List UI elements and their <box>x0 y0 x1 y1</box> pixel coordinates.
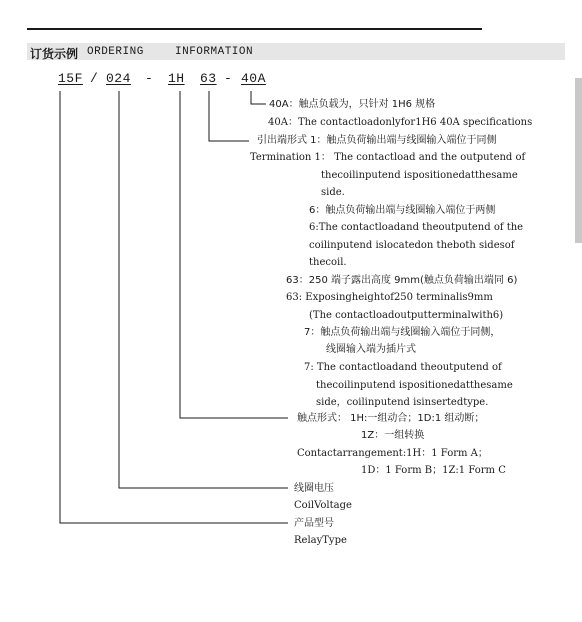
termination-desc-en-3: side. <box>321 187 345 198</box>
code-termination: 63 <box>200 71 217 86</box>
termination-desc-cn: 引出端形式 1：触点负荷输出端与线圈输入端位于同侧 <box>257 135 497 146</box>
termination-desc-en-1: Termination 1： The contactload and the outputend of <box>250 152 526 163</box>
contact-arrangement-en-1: Contactarrangement:1H：1 Form A； <box>297 448 488 459</box>
contact-arrangement-cn-1: 触点形式： 1H:一组动合；1D:1 组动断； <box>297 413 485 424</box>
leader-coil-voltage <box>119 91 288 488</box>
termination-desc-en-2: thecoilinputend ispositionedatthesame <box>321 170 518 181</box>
termination-63-en-1: 63: Exposingheightof250 terminalis9mm <box>286 292 493 303</box>
termination-63-cn: 63：250 端子露出高度 9mm(触点负荷输出端同 6) <box>286 275 518 286</box>
termination-6-en-1: 6:The contactloadand theoutputend of the <box>309 222 524 233</box>
load-desc-en: 40A：The contactloadonlyfor1H6 40A specifications <box>268 117 533 128</box>
code-separator-slash: / <box>90 71 99 86</box>
code-separator-dash-2: - <box>224 71 233 86</box>
termination-6-en-2: coilinputend islocatedon theboth sidesof <box>309 240 515 251</box>
termination-7-en-2: thecoilinputend ispositionedatthesame <box>316 380 513 391</box>
leader-termination <box>209 91 249 141</box>
termination-63-en-2: (The contactloadoutputterminalwith6) <box>309 310 504 321</box>
code-load: 40A <box>241 71 266 86</box>
contact-arrangement-en-2: 1D：1 Form B；1Z:1 Form C <box>361 465 506 476</box>
code-coil-voltage: 024 <box>106 71 131 86</box>
section-title-cn: 订货示例 <box>30 47 79 61</box>
coil-voltage-en: CoilVoltage <box>294 500 352 511</box>
relay-type-cn: 产品型号 <box>294 518 334 529</box>
coil-voltage-cn: 线圈电压 <box>294 483 334 494</box>
code-contact-arrangement: 1H <box>168 71 185 86</box>
termination-7-cn-2: 线圈输入端为插片式 <box>326 344 416 355</box>
section-title-en-2: INFORMATION <box>175 46 254 58</box>
code-separator-dash-1: - <box>145 71 154 86</box>
termination-7-cn-1: 7：触点负荷输出端与线圈输入端位于同侧， <box>304 327 501 338</box>
load-desc-cn: 40A：触点负载为，只针对 1H6 规格 <box>269 99 436 110</box>
leader-load <box>251 91 266 104</box>
termination-7-en-3: side，coilinputend isinsertedtype. <box>316 397 489 408</box>
relay-type-en: RelayType <box>294 535 347 546</box>
termination-6-cn: 6：触点负荷输出端与线圈输入端位于两侧 <box>309 205 496 216</box>
code-relay-type: 15F <box>58 71 83 86</box>
termination-7-en-1: 7: The contactloadand theoutputend of <box>304 362 502 373</box>
section-title-en-1: ORDERING <box>87 46 144 58</box>
termination-6-en-3: thecoil. <box>309 257 347 268</box>
contact-arrangement-cn-2: 1Z：一组转换 <box>361 430 425 441</box>
